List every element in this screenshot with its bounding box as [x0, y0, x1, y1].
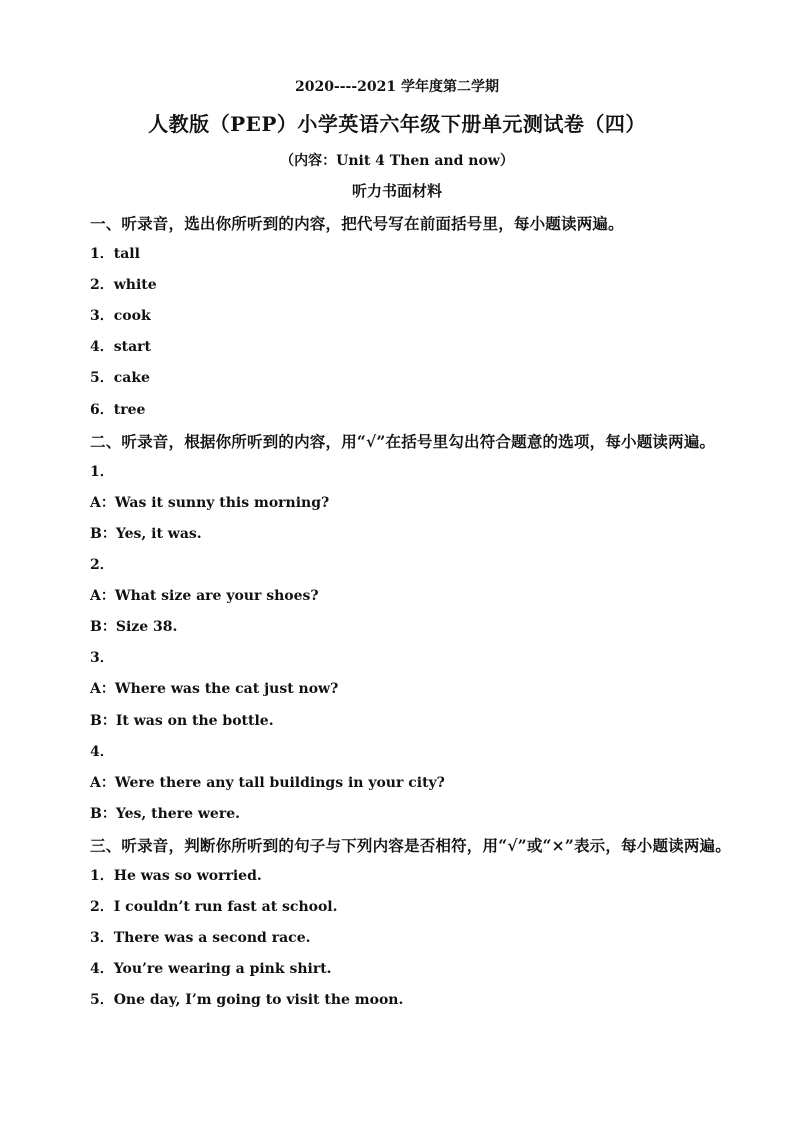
section-2-line: 4． — [90, 743, 114, 760]
section-1-item: 2．white — [90, 277, 157, 294]
school-year: 2020----2021 学年度第二学期 — [294, 79, 500, 95]
section-3-heading: 三、听录音，判断你所听到的句子与下列内容是否相符，用“√”或“×”表示，每小题读两遍。 — [90, 835, 731, 855]
section-1-item: 4．start — [90, 339, 152, 356]
section-1-item: 3．cook — [90, 308, 151, 325]
section-3-item: 2．I couldn’t run fast at school. — [90, 899, 338, 916]
section-2-line: 1． — [90, 463, 114, 480]
section-3-item: 4．You’re wearing a pink shirt. — [90, 961, 332, 978]
section-3-item: 5．One day, I’m going to visit the moon. — [90, 992, 404, 1009]
unit-subtitle: （内容：Unit 4 Then and now） — [280, 153, 514, 169]
section-3-item: 3．There was a second race. — [90, 930, 311, 947]
material-heading: 听力书面材料 — [351, 182, 442, 200]
section-3-item: 1．He was so worried. — [90, 867, 262, 884]
page-title: 人教版（PEP）小学英语六年级下册单元测试卷（四） — [148, 112, 646, 136]
section-1-item: 6．tree — [90, 401, 146, 418]
section-1-item: 5．cake — [90, 370, 150, 387]
section-2-line: B：It was on the bottle. — [90, 712, 274, 729]
section-2-line: A：Were there any tall buildings in your city? — [90, 774, 445, 791]
section-1-item: 1．tall — [90, 246, 140, 263]
section-2-line: B：Yes, it was. — [90, 525, 202, 542]
section-2-line: 2． — [90, 557, 114, 574]
section-2-line: A：Where was the cat just now? — [90, 681, 339, 698]
section-2-line: 3． — [90, 650, 114, 667]
section-2-line: A：Was it sunny this morning? — [90, 494, 330, 511]
section-1-heading: 一、听录音，选出你所听到的内容，把代号写在前面括号里，每小题读两遍。 — [90, 214, 624, 233]
section-2-line: B：Size 38. — [90, 619, 178, 636]
document-body — [90, 208, 750, 1016]
section-2-heading: 二、听录音，根据你所听到的内容，用“√”在括号里勾出符合题意的选项，每小题读两遍。 — [90, 431, 716, 451]
section-2-line: A：What size are your shoes? — [90, 588, 319, 605]
section-2-line: B：Yes, there were. — [90, 805, 240, 822]
